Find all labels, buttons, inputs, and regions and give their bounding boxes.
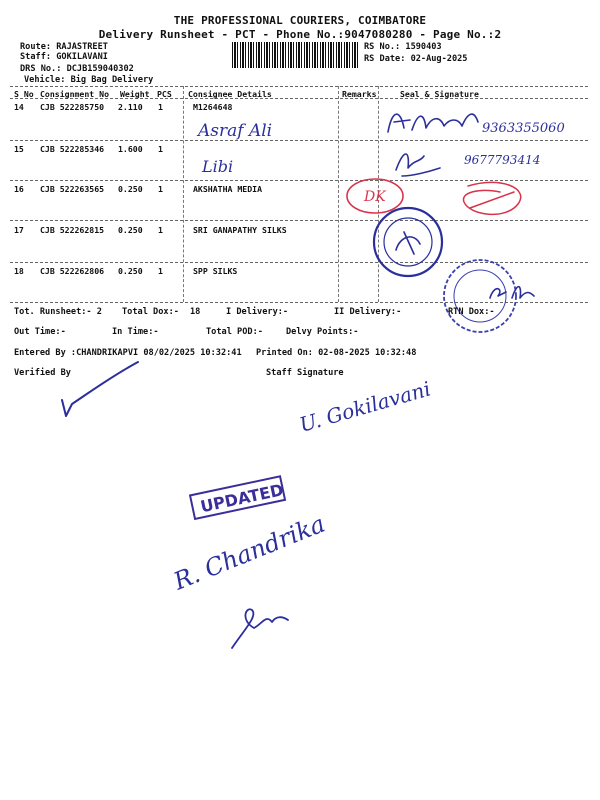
- row-pcs: 1: [158, 184, 163, 194]
- handwritten-name-asraf: Asraf Ali: [198, 121, 273, 141]
- row-consignment: CJB 522285750: [40, 102, 105, 112]
- row-consignment: CJB 522262806: [40, 266, 105, 276]
- handwritten-name-libi: Libi: [202, 157, 234, 176]
- row-divider: [10, 262, 588, 263]
- row-consignment: CJB 522263565: [40, 184, 105, 194]
- signature-row14: [388, 114, 478, 132]
- signature-row15: [396, 154, 440, 176]
- in-time-label: In Time:-: [112, 327, 159, 337]
- row-sno: 18: [14, 266, 24, 276]
- handwritten-phone-row15: 9677793414: [464, 153, 541, 167]
- route-label: Route: RAJASTREET: [20, 42, 108, 52]
- tot-runsheet: Tot. Runsheet:- 2: [14, 307, 102, 317]
- row-pcs: 1: [158, 102, 163, 112]
- col-header-consignee: Consignee Details: [188, 89, 272, 99]
- rs-date: RS Date: 02-Aug-2025: [364, 54, 468, 64]
- row-consignment: CJB 522285346: [40, 144, 105, 154]
- verified-tick-mark: [62, 362, 138, 416]
- row-weight: 0.250: [118, 225, 143, 235]
- handwritten-phone-row14: 9363355060: [482, 121, 565, 136]
- updated-stamp: [190, 476, 285, 519]
- barcode: [232, 42, 358, 68]
- column-divider: [183, 86, 184, 302]
- rtn-dox-label: RTN Dox:-: [448, 307, 495, 317]
- row-weight: 1.600: [118, 144, 143, 154]
- column-divider: [338, 86, 339, 302]
- row-divider: [10, 220, 588, 221]
- row-consignee: M1264648: [193, 102, 233, 112]
- total-dox-label: Total Dox:-: [122, 307, 179, 317]
- row-sno: 15: [14, 144, 24, 154]
- row-consignee: SPP SILKS: [193, 266, 238, 276]
- initials-signature: [232, 609, 288, 648]
- row-consignee: AKSHATHA MEDIA: [193, 184, 263, 194]
- page-title: THE PROFESSIONAL COURIERS, COIMBATORE: [173, 14, 427, 27]
- row-divider: [10, 140, 588, 141]
- round-seal-stamp: [374, 208, 442, 276]
- row-consignee: SRI GANAPATHY SILKS: [193, 225, 287, 235]
- col-header-pcs: PCS: [157, 89, 172, 99]
- total-pod-label: Total POD:-: [206, 327, 263, 337]
- entered-by-signature: R. Chandrika: [169, 509, 329, 596]
- row-pcs: 1: [158, 144, 163, 154]
- updated-stamp-text: UPDATED: [198, 480, 286, 517]
- entered-by: Entered By :CHANDRIKAPVI 08/02/2025 10:32:41: [14, 348, 242, 358]
- drs-number: DRS No.: DCJB159040302: [20, 64, 134, 74]
- col-header-remarks: Remarks: [342, 89, 377, 99]
- column-divider: [378, 86, 379, 302]
- signature-row18: [490, 287, 534, 298]
- row-sno: 14: [14, 102, 24, 112]
- row-consignment: CJB 522262815: [40, 225, 105, 235]
- col-header-sno: S No: [14, 89, 34, 99]
- col-header-weight: Weight: [120, 89, 150, 99]
- table-bottom-border: [10, 302, 588, 303]
- staff-label: Staff: GOKILAVANI: [20, 52, 108, 62]
- staff-signature-label: Staff Signature: [266, 368, 344, 378]
- rs-number: RS No.: 1590403: [364, 42, 442, 52]
- col-header-consignment: Consignment No: [40, 89, 110, 99]
- row-weight: 0.250: [118, 184, 143, 194]
- delvy-points-label: Delvy Points:-: [286, 327, 359, 337]
- table-top-border: [10, 86, 588, 87]
- page-subtitle: Delivery Runsheet - PCT - Phone No.:9047080280 - Page No.:2: [98, 28, 502, 41]
- verified-by-label: Verified By: [14, 368, 71, 378]
- printed-on: Printed On: 02-08-2025 10:32:48: [256, 348, 417, 358]
- row-pcs: 1: [158, 266, 163, 276]
- round-seal-stamp: [444, 260, 516, 332]
- red-circle-mark: [347, 179, 403, 213]
- col-header-seal: Seal & Signature: [400, 89, 479, 99]
- row-divider: [10, 180, 588, 181]
- handwritten-dk-mark: DK: [364, 189, 386, 205]
- row-sno: 17: [14, 225, 24, 235]
- vehicle-label: Vehicle: Big Bag Delivery: [24, 75, 154, 85]
- red-scribble-mark: [463, 182, 520, 214]
- row-weight: 0.250: [118, 266, 143, 276]
- staff-signature-handwriting: U. Gokilavani: [296, 376, 434, 437]
- out-time-label: Out Time:-: [14, 327, 66, 337]
- total-dox-value: 18: [190, 307, 201, 317]
- row-sno: 16: [14, 184, 24, 194]
- ii-delivery-label: II Delivery:-: [334, 307, 402, 317]
- row-weight: 2.110: [118, 102, 143, 112]
- i-delivery-label: I Delivery:-: [226, 307, 289, 317]
- row-pcs: 1: [158, 225, 163, 235]
